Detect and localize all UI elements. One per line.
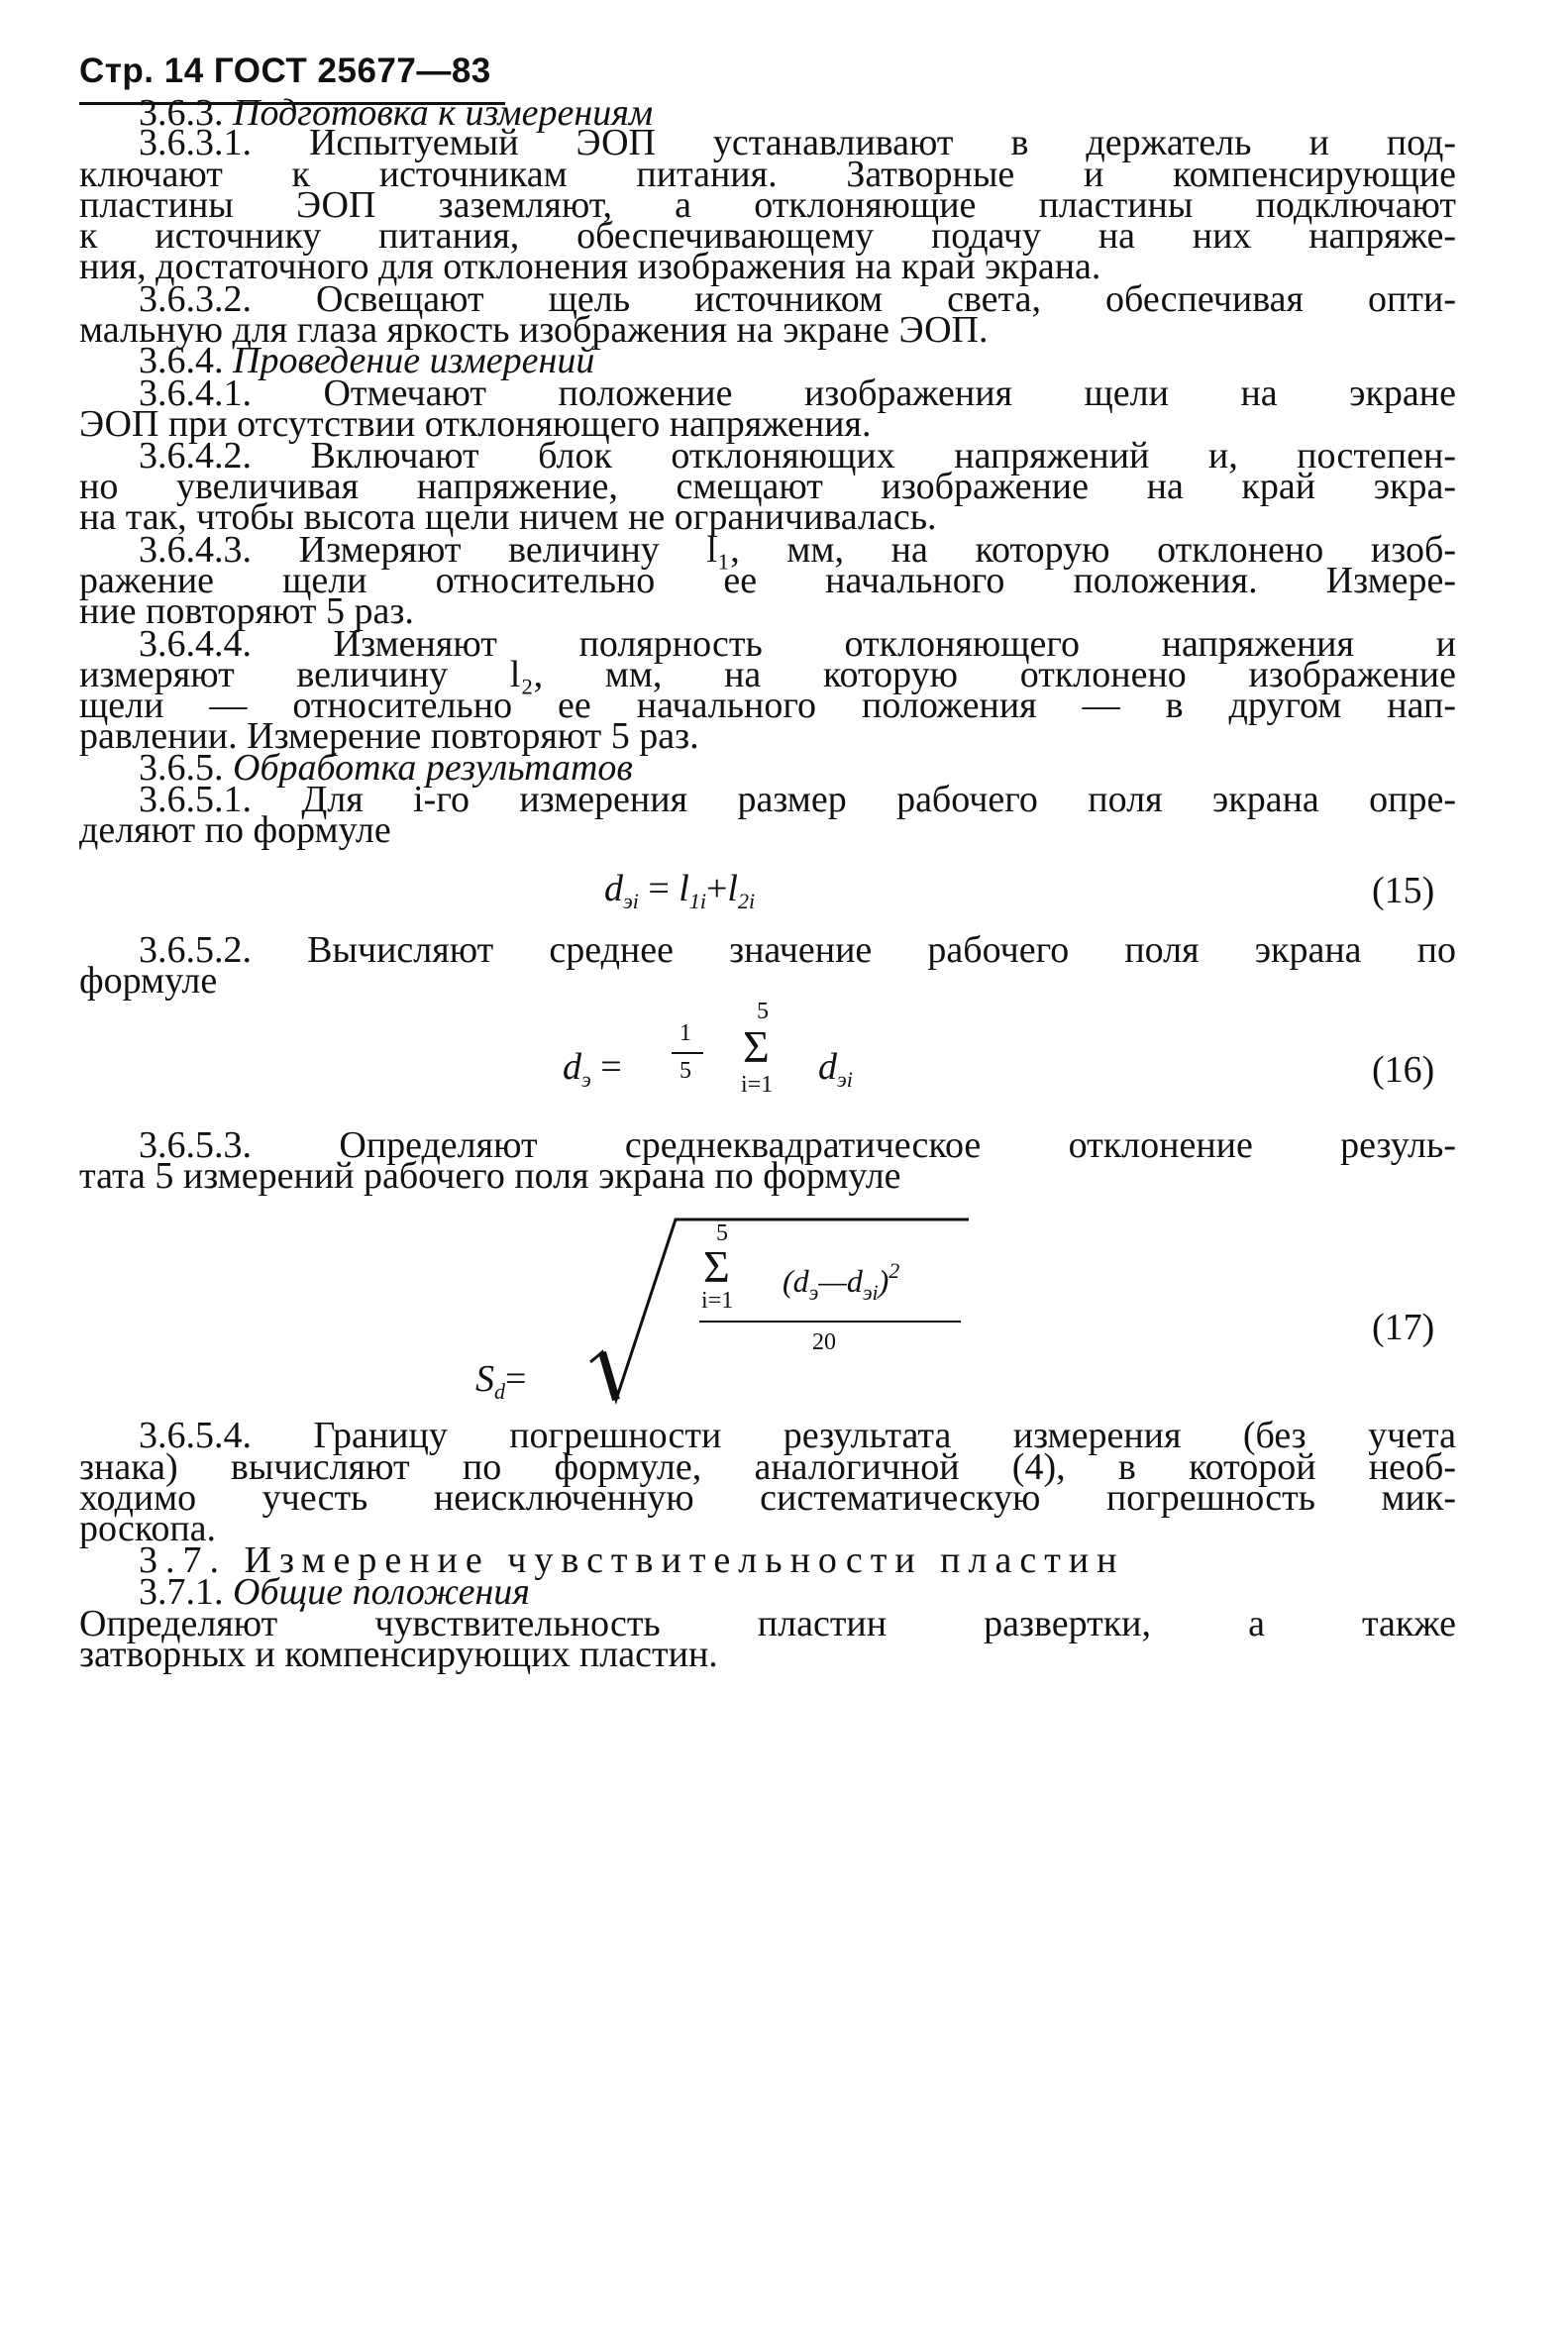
- paragraph-line: 3.6.3.1. Испытуемый ЭОП устанавливают в держатель и под-: [139, 122, 1456, 163]
- formula-symbol: d: [818, 1046, 837, 1088]
- paragraph-line: измеряют величину l₂, мм, на которую отклонено изображение: [79, 654, 1456, 695]
- paragraph-line: на так, чтобы высота щели ничем не ограничивалась.: [79, 496, 937, 538]
- formula-superscript: 2: [889, 1258, 900, 1283]
- paragraph-line: ЭОП при отсутствии отклоняющего напряжения.: [79, 403, 872, 445]
- formula-17-term: [783, 1258, 899, 1306]
- formula-symbol: l: [679, 868, 689, 909]
- paragraph-line: 3.6.5.1. Для i-го измерения размер рабочего поля экрана опре-: [139, 779, 1456, 820]
- paragraph-line: щели — относительно ее начального положения — в другом нап-: [79, 685, 1456, 726]
- formula-symbol: d: [563, 1046, 581, 1088]
- section-number: 3.7.1.: [139, 1571, 224, 1613]
- sum-sigma: Σ: [703, 1241, 730, 1292]
- sum-upper-limit: 5: [757, 999, 769, 1024]
- paragraph-line: к источнику питания, обеспечивающему подачу на них напряже-: [79, 215, 1456, 257]
- paragraph-line: Определяют чувствительность пластин развертки, а также: [79, 1603, 1456, 1644]
- formula-subscript: эi: [837, 1067, 853, 1092]
- formula-subscript: э: [581, 1067, 591, 1092]
- formula-subscript: э: [808, 1280, 819, 1305]
- paragraph-line: ключают к источникам питания. Затворные и компенсирующие: [79, 154, 1456, 195]
- fraction-denominator: 5: [679, 1058, 691, 1084]
- paragraph-line: знака) вычисляют по формуле, аналогичной (4), в которой необ-: [79, 1446, 1456, 1488]
- formula-subscript: 2i: [737, 889, 756, 913]
- formula-symbol: —d: [818, 1263, 863, 1299]
- fraction-bar: [699, 1321, 961, 1323]
- formula-15: [604, 867, 755, 914]
- paragraph-line: ния, достаточного для отклонения изображения на край экрана.: [79, 246, 1101, 287]
- square-root-sign: [584, 1214, 971, 1407]
- equation-number: (15): [1372, 870, 1435, 911]
- page-header: Стр. 14 ГОСТ 25677—83: [79, 52, 491, 90]
- formula-operator: =: [600, 1046, 622, 1088]
- formula-subscript: эi: [623, 889, 639, 913]
- paragraph-line: роскопа.: [79, 1508, 217, 1549]
- formula-symbol: (d: [783, 1263, 809, 1299]
- sum-sigma: Σ: [743, 1021, 770, 1072]
- section-number: 3.6.5.: [139, 747, 224, 789]
- formula-subscript: 1i: [688, 889, 706, 913]
- section-title: Проведение измерений: [233, 340, 595, 381]
- paragraph-line: 3.6.3.2. Освещают щель источником света, обеспечивая опти-: [139, 278, 1456, 320]
- paragraph-line: формуле: [79, 960, 218, 1002]
- section-title: Общие положения: [233, 1571, 530, 1613]
- formula-operator: =: [505, 1358, 527, 1400]
- formula-symbol: l: [727, 868, 738, 909]
- equation-number: (16): [1372, 1049, 1435, 1091]
- section-heading-3-7: 3.7. Измерение чувствительности пластин: [139, 1539, 1125, 1581]
- paragraph-line: деляют по формуле: [79, 809, 391, 851]
- paragraph-line: 3.6.4.4. Изменяют полярность отклоняющего напряжения и: [139, 623, 1456, 665]
- paragraph-line: ходимо учесть неисключенную систематическую погрешность мик-: [79, 1477, 1456, 1519]
- formula-operator: =: [648, 868, 670, 909]
- equation-number: (17): [1372, 1307, 1435, 1348]
- formula-17-lhs: [475, 1357, 526, 1405]
- formula-operator: +: [705, 868, 728, 909]
- paragraph-line: мальную для глаза яркость изображения на экране ЭОП.: [79, 309, 989, 351]
- formula-16-lhs: [563, 1045, 622, 1093]
- paragraph-line: 3.6.5.4. Границу погрешности результата измерения (без учета: [139, 1415, 1456, 1456]
- paragraph-line: но увеличивая напряжение, смещают изображение на край экра-: [79, 466, 1456, 507]
- paragraph-line: 3.6.4.1. Отмечают положение изображения щели на экране: [139, 372, 1456, 414]
- fraction-bar: [672, 1052, 703, 1054]
- formula-symbol: ): [878, 1263, 889, 1299]
- section-number: 3.6.3.: [139, 92, 224, 134]
- paragraph-line: ние повторяют 5 раз.: [79, 590, 414, 632]
- formula-symbol: d: [604, 868, 623, 909]
- fraction-numerator: 1: [679, 1020, 691, 1046]
- sum-lower-limit: i=1: [701, 1288, 734, 1314]
- paragraph-line: 3.6.5.3. Определяют среднеквадратическое отклонение резуль-: [139, 1124, 1456, 1166]
- paragraph-line: затворных и компенсирующих пластин.: [79, 1634, 718, 1675]
- fraction-denominator: 20: [812, 1329, 836, 1355]
- formula-16-term: [818, 1045, 853, 1093]
- section-number: 3.6.4.: [139, 340, 224, 381]
- sum-lower-limit: i=1: [741, 1072, 774, 1098]
- paragraph-line: 3.6.4.3. Измеряют величину l₁, мм, на которую отклонено изоб-: [139, 529, 1456, 571]
- paragraph-line: ражение щели относительно ее начального положения. Измере-: [79, 560, 1456, 601]
- paragraph-line: 3.6.5.2. Вычисляют среднее значение рабочего поля экрана по: [139, 929, 1456, 971]
- section-title: Подготовка к измерениям: [233, 92, 654, 134]
- formula-symbol: S: [475, 1358, 494, 1400]
- sum-upper-limit: 5: [716, 1220, 728, 1246]
- paragraph-line: пластины ЭОП заземляют, а отклоняющие пластины подключают: [79, 184, 1456, 226]
- section-title: Обработка результатов: [233, 747, 633, 789]
- formula-subscript: d: [494, 1379, 505, 1404]
- paragraph-line: тата 5 измерений рабочего поля экрана по формуле: [79, 1155, 901, 1197]
- formula-subscript: эi: [862, 1280, 879, 1305]
- paragraph-line: 3.6.4.2. Включают блок отклоняющих напряжений и, постепен-: [139, 435, 1456, 477]
- paragraph-line: равлении. Измерение повторяют 5 раз.: [79, 715, 699, 757]
